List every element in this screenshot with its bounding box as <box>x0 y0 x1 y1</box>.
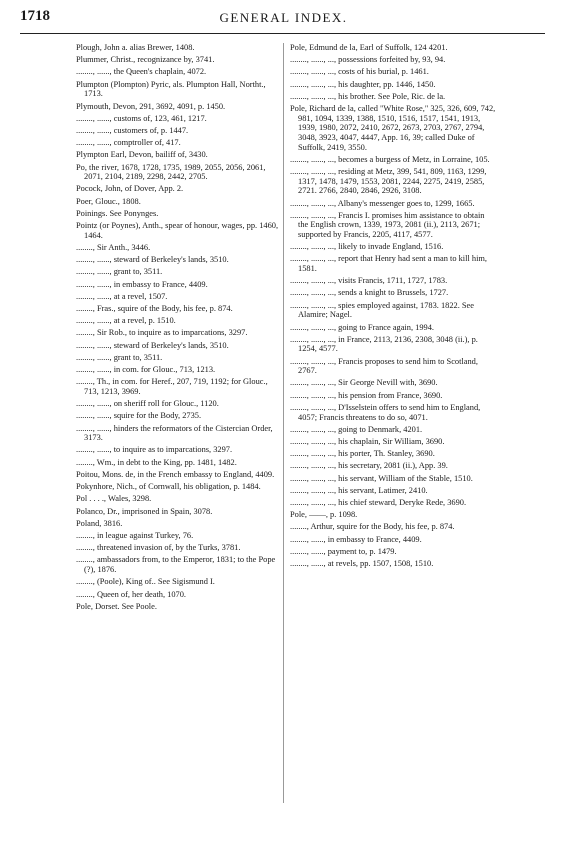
page-number: 1718 <box>20 8 50 24</box>
index-entry: ........, ......, ..., going to France again, 1994. <box>290 322 434 332</box>
index-entry: ........, ......, steward of Berkeley's lands, 3510. <box>76 340 229 350</box>
index-entry: ........, Sir Anth., 3446. <box>76 242 151 252</box>
page-title: GENERAL INDEX. <box>219 10 348 25</box>
column-divider <box>283 43 284 803</box>
index-entry: ........, ......, grant to, 3511. <box>76 352 163 362</box>
page-header <box>0 0 567 40</box>
index-entry: ........, in league against Turkey, 76. <box>76 531 194 540</box>
index-entry: ........, ......, on sheriff roll for Glouc., 1120. <box>76 399 219 409</box>
index-entry: ........, ......, ..., sends a knight to Brussels, 1727. <box>290 288 449 298</box>
index-entry: ........, Queen of, her death, 1070. <box>76 589 187 599</box>
index-entry: Plumpton (Plompton) Pyric, als. Plumpton Hall, Northt., 1713. <box>76 79 266 99</box>
index-entry: ........, ......, ..., his chaplain, Sir William, 3690. <box>290 436 445 446</box>
index-entry: Plough, John a. alias Brewer, 1408. <box>76 43 195 52</box>
index-entry: ........, ......, ..., costs of his burial, p. 1461. <box>290 67 429 77</box>
index-entry: ........, ......, ..., likely to invade England, 1516. <box>290 242 444 252</box>
index-entry: ........, Sir Rob., to inquire as to imparcations, 3297. <box>76 328 248 338</box>
index-entry: Pokynhore, Nich., of Cornwall, his obligation, p. 1484. <box>76 482 261 492</box>
index-entry: Pocock, John, of Dover, App. 2. <box>76 184 184 194</box>
index-entry: ........, ambassadors from, to the Emperor, 1831; to the Pope (?), 1876. <box>76 555 276 575</box>
index-entry: Pointz (or Poynes), Anth., spear of honour, wages, pp. 1460, 1464. <box>76 221 279 240</box>
index-entry: ........, ......, ..., his daughter, pp. 1446, 1450. <box>290 79 436 89</box>
index-entry: ........, ......, ..., his servant, Latimer, 2410. <box>290 485 428 495</box>
index-entry: ........, ......, squire for the Body, 2735. <box>76 411 202 421</box>
index-entry: ........, ......, ..., Sir George Nevill with, 3690. <box>290 378 438 388</box>
index-entry: ........, ......, at revels, pp. 1507, 1508, 1510. <box>290 559 434 569</box>
index-entry: ........, ......, customers of, p. 1447. <box>76 125 189 135</box>
index-entry: ........, ......, ..., visits Francis, 1711, 1727, 1783. <box>290 276 448 286</box>
index-entry: ........, ......, ..., possessions forfeited by, 93, 94. <box>290 55 446 65</box>
index-entry: ........, threatened invasion of, by the Turks, 3781. <box>76 543 241 553</box>
index-entry: Pole, Edmund de la, Earl of Suffolk, 124 4201. <box>290 43 448 52</box>
index-entry: ........, ......, at a revel, p. 1510. <box>76 316 176 326</box>
index-entry: ........, ......, grant to, 3511. <box>76 267 163 277</box>
index-entry: ........, ......, ..., his brother. See Pole, Ric. de la. <box>290 91 446 101</box>
index-entry: ........, Th., in com. for Heref., 207, 719, 1192; for Glouc., 713, 1213, 3969. <box>76 377 268 396</box>
index-entry: ........, ......, at a revel, 1507. <box>76 291 168 301</box>
index-entry: Pole, ——, p. 1098. <box>290 510 358 520</box>
index-entry: ........, ......, ..., Albany's messenger goes to, 1299, 1665. <box>290 198 475 208</box>
left-index-column <box>76 43 279 614</box>
index-entry: ........, ......, ..., residing at Metz, 399, 541, 809, 1163, 1299, 1317, 1478, 1479, 1553, 2081, 2244, 2275, 2419, 2585, 2721. 2766, 2840, 2846, 2926, 3108. <box>290 167 487 196</box>
index-entry: ........, ......, ..., D'Isselstein offers to send him to England, 4057; Francis threatens to do so, 4071. <box>290 402 481 422</box>
index-entry: ........, ......, ..., his secretary, 2081 (ii.), App. 39. <box>290 461 448 471</box>
index-entry: ........, ......, ..., his chief steward, Deryke Rede, 3690. <box>290 498 467 508</box>
index-entry: ........, Wm., in debt to the King, pp. 1481, 1482. <box>76 457 237 467</box>
index-entry: ........, ......, ..., becomes a burgess of Metz, in Lorraine, 105. <box>290 154 490 164</box>
index-entry: ........, ......, ..., his servant, William of the Stable, 1510. <box>290 473 473 483</box>
index-entry: ........, ......, ..., Francis proposes to send him to Scotland, 2767. <box>290 356 478 376</box>
index-entry: Plympton Earl, Devon, bailiff of, 3430. <box>76 150 208 160</box>
index-entry: ........, ......, hinders the reformators of the Cistercian Order, 3173. <box>76 423 273 443</box>
index-entry: ........, (Poole), King of.. See Sigismund I. <box>76 577 215 587</box>
index-entry: ........, ......, ..., going to Denmark, 4201. <box>290 424 423 434</box>
index-entry: Pol . . . ., Wales, 3298. <box>76 494 152 504</box>
index-entry: ........, Arthur, squire for the Body, his fee, p. 874. <box>290 522 455 532</box>
index-entry: Plummer, Christ., recognizance by, 3741. <box>76 55 215 65</box>
right-index-column <box>290 43 496 571</box>
index-entry: ........, ......, to inquire as to imparcations, 3297. <box>76 445 233 455</box>
index-entry: ........, ......, ..., report that Henry had sent a man to kill him, 1581. <box>290 254 488 274</box>
index-entry: ........, ......, payment to, p. 1479. <box>290 546 397 556</box>
index-entry: Poitou, Mons. de, in the French embassy to England, 4409. <box>76 469 275 479</box>
index-entry: Poinings. See Ponynges. <box>76 208 159 218</box>
index-entry: Pole, Richard de la, called "White Rose," 325, 326, 609, 742, 981, 1094, 1339, 1388, 1510, 1516, 1517, 1541, 1913, 1939, 1980, 2072, 2410, 2672, 2673, 2703, 2767, 2794, 3048, 3923, 4047, 4447, App. 16, 39; called Duke of Suffolk, 2419, 3550. <box>290 104 496 152</box>
index-entry: ........, ......, in embassy to France, 4409. <box>290 534 422 544</box>
index-entry: ........, ......, customs of, 123, 461, 1217. <box>76 113 207 123</box>
index-entry: ........, ......, ..., his pension from France, 3690. <box>290 390 443 400</box>
index-entry: ........, ......, ..., Francis I. promises him assistance to obtain the English crown, 1339, 1973, 2081 (ii.), 2113, 2671; supported by Francis, 2205, 4117, 4577. <box>290 210 485 239</box>
index-entry: Plymouth, Devon, 291, 3692, 4091, p. 1450. <box>76 101 226 111</box>
index-entry: ........, Fras., squire of the Body, his fee, p. 874. <box>76 304 233 314</box>
index-entry: ........, ......, in embassy to France, 4409. <box>76 279 208 289</box>
index-entry: ........, ......, the Queen's chaplain, 4072. <box>76 67 207 77</box>
index-entry: Poland, 3816. <box>76 518 123 528</box>
index-entry: Po, the river, 1678, 1728, 1735, 1989, 2055, 2056, 2061, 2071, 2104, 2189, 2298, 2442, 2705. <box>76 162 266 182</box>
index-entry: ........, ......, ..., his porter, Th. Stanley, 3690. <box>290 449 435 459</box>
index-entry: Polanco, Dr., imprisoned in Spain, 3078. <box>76 506 213 516</box>
index-entry: ........, ......, comptroller of, 417. <box>76 138 181 148</box>
index-entry: ........, ......, in com. for Glouc., 713, 1213. <box>76 365 216 375</box>
index-entry: Poer, Glouc., 1808. <box>76 196 141 206</box>
index-entry: ........, ......, steward of Berkeley's lands, 3510. <box>76 255 229 265</box>
index-entry: Pole, Dorset. See Poole. <box>76 601 157 611</box>
index-entry: ........, ......, ..., in France, 2113, 2136, 2308, 3048 (ii.), p. 1254, 4577. <box>290 334 478 354</box>
index-entry: ........, ......, ..., spies employed against, 1783. 1822. See Alamire; Nagel. <box>290 300 474 320</box>
header-rule <box>20 33 545 34</box>
